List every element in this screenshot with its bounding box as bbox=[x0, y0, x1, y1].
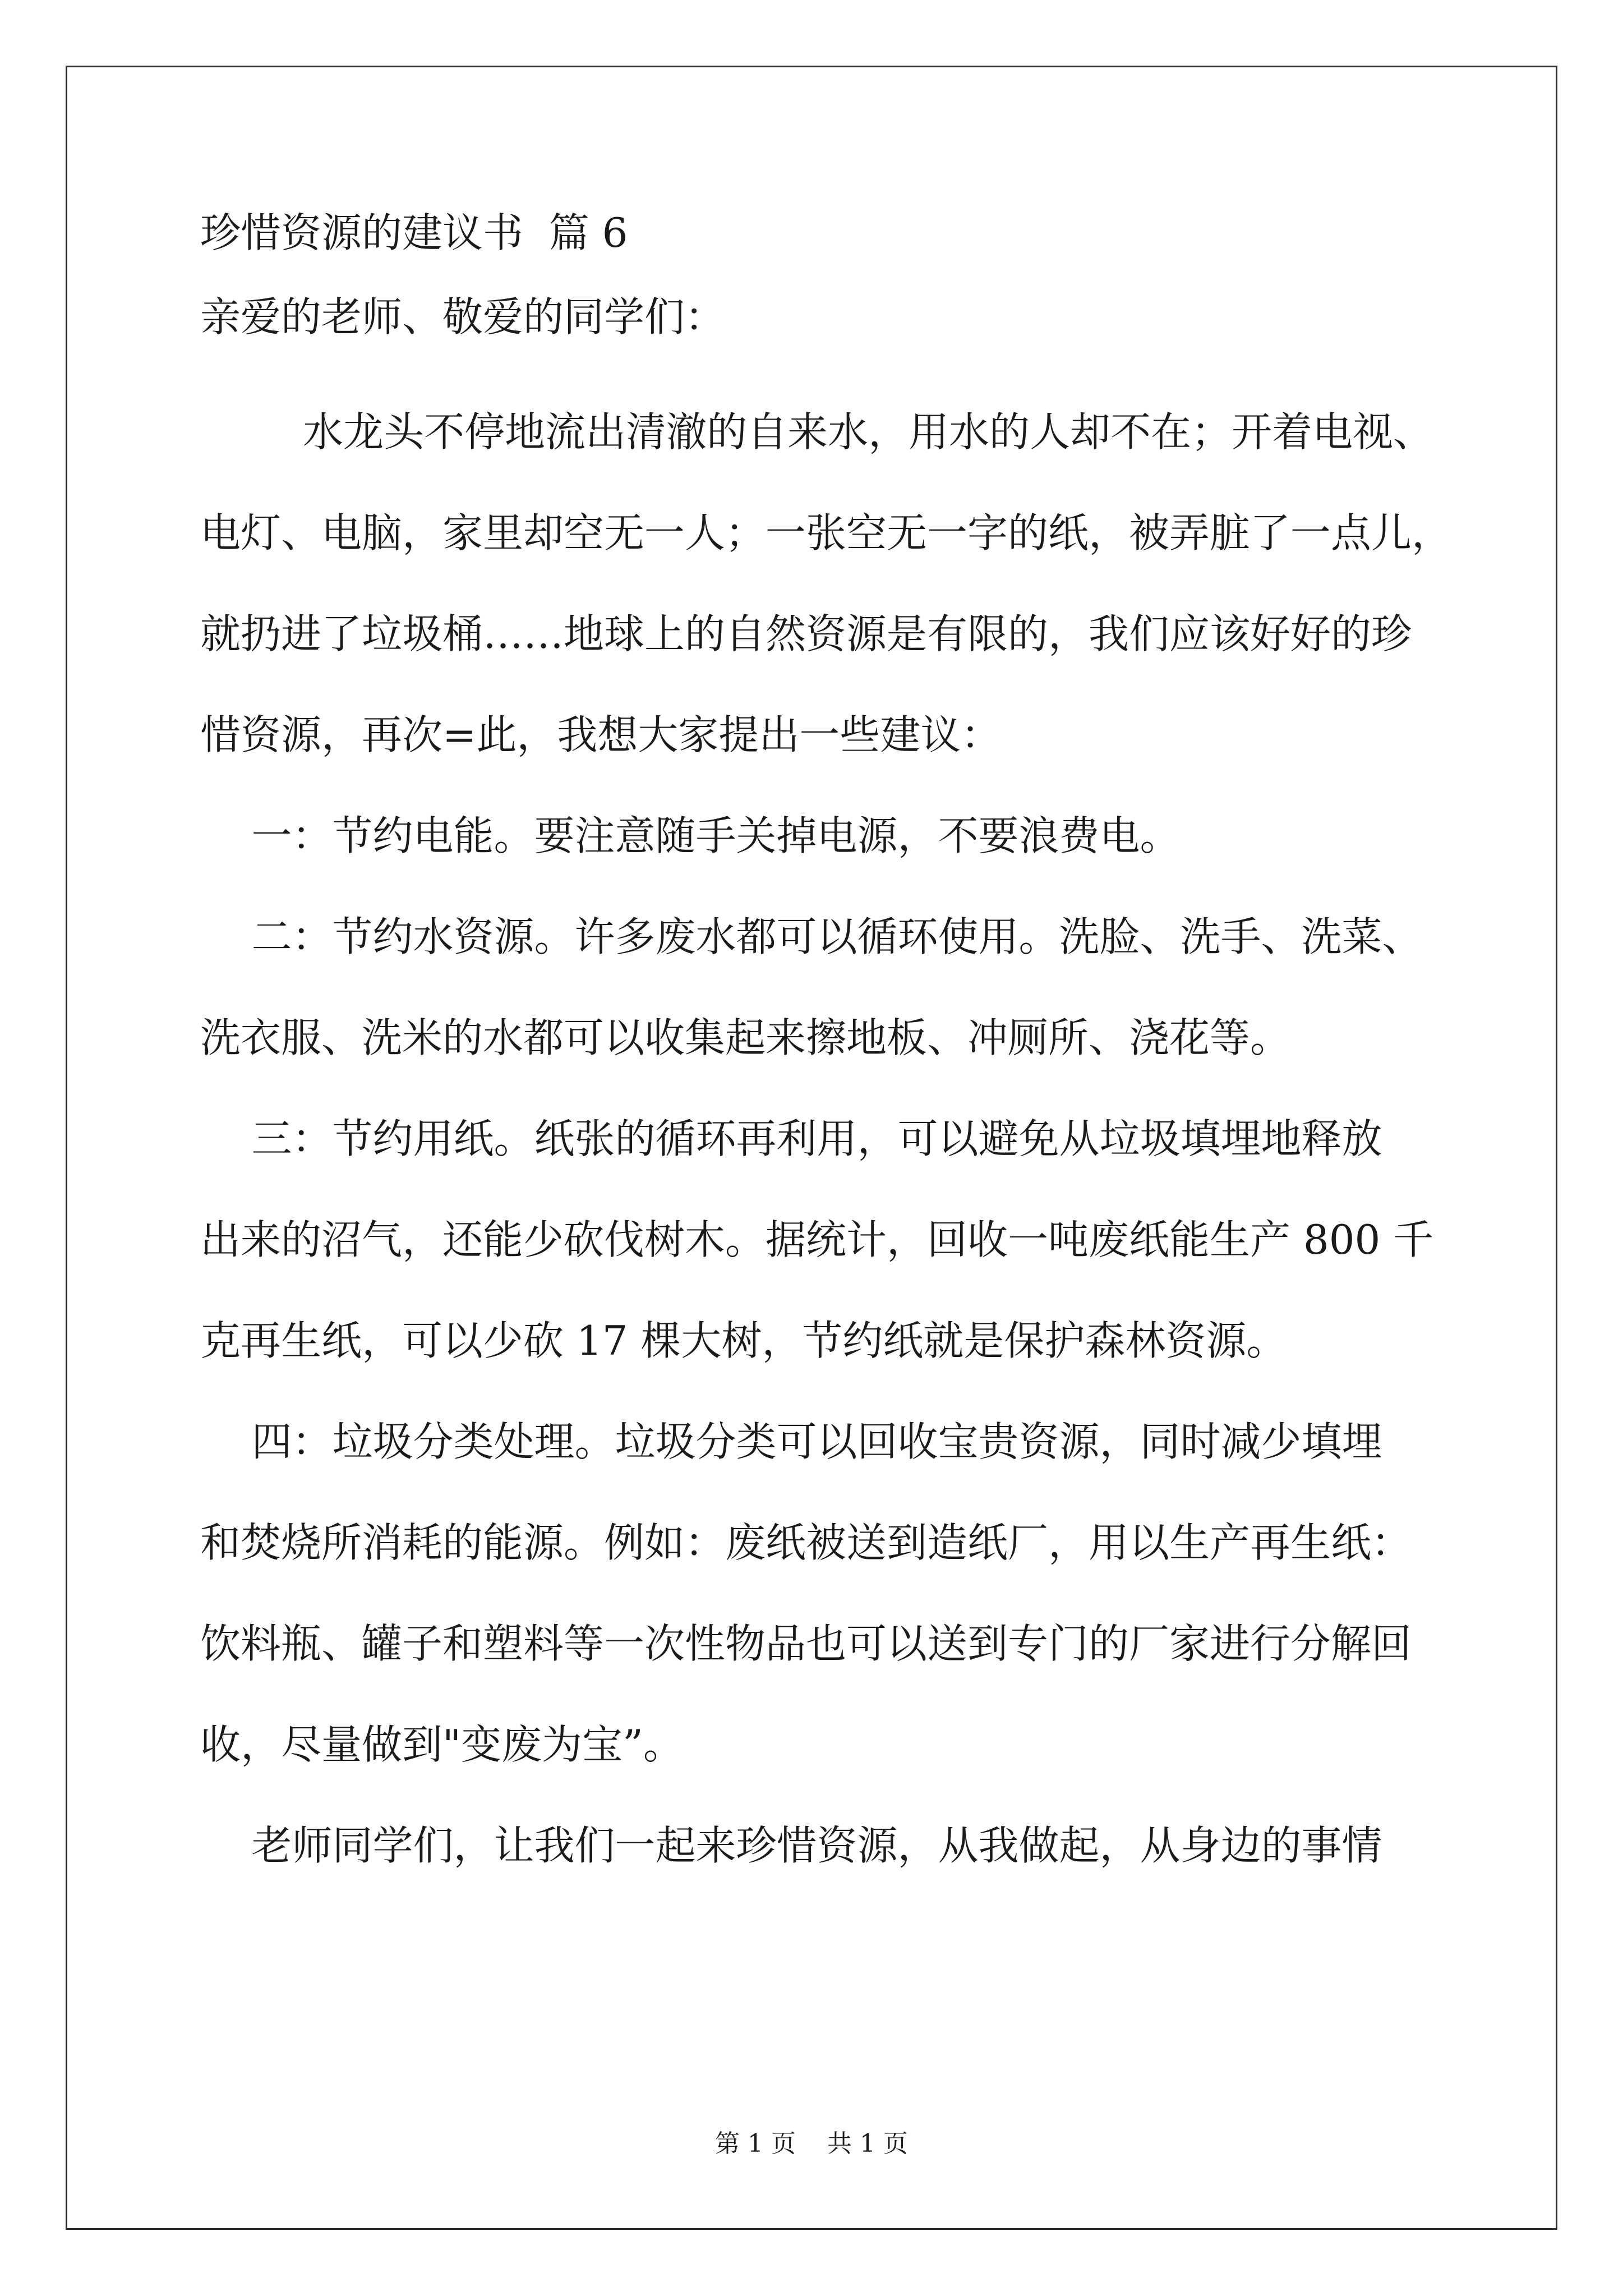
suggestion-two-line-1: 二：节约水资源。许多废水都可以循环使用。洗脸、洗手、洗菜、 bbox=[200, 913, 1423, 960]
paragraph-line-3: 就扔进了垃圾桶……地球上的自然资源是有限的，我们应该好好的珍 bbox=[200, 610, 1412, 657]
suggestion-three-line-3: 克再生纸，可以少砍 17 棵大树，节约纸就是保护森林资源。 bbox=[200, 1317, 1287, 1364]
paragraph-line-4: 惜资源，再次=此，我想大家提出一些建议： bbox=[200, 711, 1002, 758]
suggestion-four-line-1: 四：垃圾分类处理。垃圾分类可以回收宝贵资源，同时减少填埋 bbox=[200, 1418, 1382, 1465]
page-footer: 第 1 页 共 1 页 bbox=[715, 2129, 908, 2158]
paragraph-line-2: 电灯、电脑，家里却空无一人；一张空无一字的纸，被弄脏了一点儿， bbox=[200, 509, 1453, 556]
suggestion-three-line-2: 出来的沼气，还能少砍伐树木。据统计，回收一吨废纸能生产 800 千 bbox=[200, 1216, 1434, 1263]
suggestion-four-line-2: 和焚烧所消耗的能源。例如：废纸被送到造纸厂，用以生产再生纸： bbox=[200, 1519, 1412, 1566]
suggestion-three-line-1: 三：节约用纸。纸张的循环再利用，可以避免从垃圾填埋地释放 bbox=[200, 1115, 1382, 1162]
document-title: 珍惜资源的建议书 篇 6 bbox=[200, 209, 628, 256]
suggestion-four-line-4: 收，尽量做到"变废为宝”。 bbox=[200, 1721, 684, 1768]
suggestion-one: 一：节约电能。要注意随手关掉电源，不要浪费电。 bbox=[200, 812, 1181, 859]
greeting-line: 亲爱的老师、敬爱的同学们： bbox=[200, 293, 726, 341]
paragraph-line-1: 水龙头不停地流出清澈的自来水，用水的人却不在；开着电视、 bbox=[200, 408, 1434, 455]
closing-line: 老师同学们，让我们一起来珍惜资源，从我做起，从身边的事情 bbox=[200, 1822, 1382, 1869]
suggestion-two-line-2: 洗衣服、洗米的水都可以收集起来擦地板、冲厕所、浇花等。 bbox=[200, 1014, 1291, 1061]
suggestion-four-line-3: 饮料瓶、罐子和塑料等一次性物品也可以送到专门的厂家进行分解回 bbox=[200, 1620, 1412, 1667]
